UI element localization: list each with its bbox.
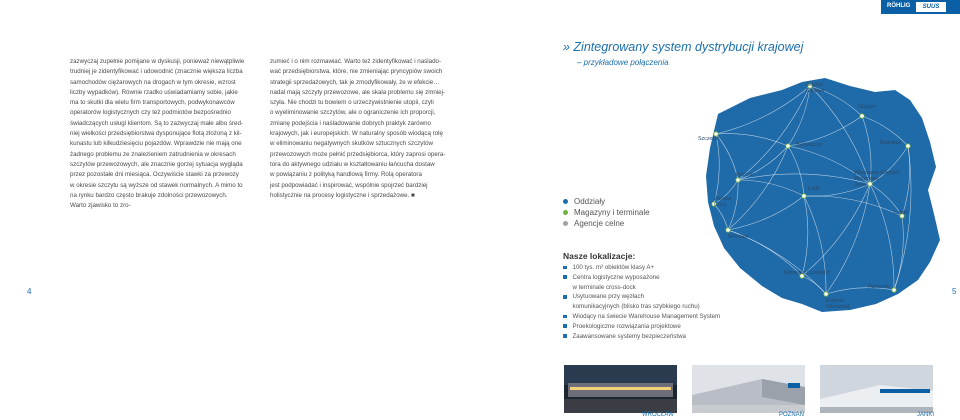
city-node-icon [802,194,806,198]
text-line: żadnego problemu ze znalezieniem zatrudnienia w okresach [70,150,236,158]
page-number-left: 4 [27,287,32,296]
photo-caption-wroclaw: WROCŁAW [642,412,674,418]
text-line: nadal mają szczyty przewozowe, ale skala problemu się zmniej- [270,88,446,96]
legend-label: Oddziały [574,197,606,206]
city-node-icon [824,292,828,296]
location-item [563,283,720,293]
location-item-text: Wiodący na świecie Warehouse Management System [572,312,721,320]
city-label: Zielona Góra [714,196,732,208]
text-line: o wyeliminowanie szczytów, ale o ograniczenie ich proporcji, [270,109,436,117]
text-line: świadczących usługi klientom. Są to zazwyczaj małe albo śred- [70,119,243,127]
text-line: szyła. Nie chodzi tu bowiem o urzeczywistnienie utopii, czyli [270,99,434,107]
brand-rohlig-logo: RÖHLIG [887,3,911,9]
city-label: Wrocław [728,234,749,240]
text-line: trudniej je zidentyfikować i udowodnić (znacznie większa liczba [70,68,243,76]
text-line: jest podpowiadać i inspirować, wspólnie spojrzeć bardziej [270,181,428,189]
city-label: Białystok [880,140,902,146]
bullet-square-icon [563,295,567,299]
photo-caption-janki: JANKI [917,412,935,418]
city-label: Warszawa (Okęcie) Warszawa Janki [854,170,901,188]
text-line: w eliminowaniu negatywnych skutków sztucznych szczytów [270,140,434,148]
location-item [563,273,720,283]
city-label: Rzeszów [868,284,890,290]
text-line: operatorów logistycznych czy też podmiotów bezpośrednio [70,109,231,117]
location-item-text: komunikacyjnych (blisko tras szybkiego ruchu) [572,303,700,311]
location-item-text: 100 tys. m² obiektów klasy A+ [572,264,655,271]
city-label: Kraków (Skawina) [826,298,850,310]
text-line: tora do aktywnego udziału w kształtowaniu łańcucha dostaw [270,160,435,168]
location-item-text: Centra logistyczne wyposażone [572,273,660,281]
text-line: w okresie szczytu są wyższe od stawek normalnych. A mimo to [70,181,243,189]
text-line: liczby wypadków). Równie rzadko uświadamiamy sobie, jakie [70,88,238,96]
text-line: kunastu lub kilkudziesięciu pojazdów. Wprawdzie nie mają one [70,140,242,148]
location-item [563,322,720,332]
photo-janki [820,365,933,413]
text-line: przez pozostałe dni miesiąca. Oczywiście stawki za przewozy [70,171,239,179]
legend-label: Magazyny i terminale [574,208,650,217]
city-label: Olsztyn [858,104,876,110]
text-line: wać przedsiębiorstwa, które, nie zmieniając pryncypiów swoich [270,68,443,76]
text-line: samochodów ciężarowych na drogach w tym okresie, wzrost [70,78,236,86]
city-label: Łódź [808,186,820,192]
bullet-square-icon [563,315,567,319]
city-node-icon [786,144,790,148]
city-node-icon [892,288,896,292]
location-item [563,263,720,273]
locations-list [563,263,720,341]
photo-poznan [692,365,805,413]
location-item [563,292,720,302]
legend-label: Agencje celne [574,219,625,228]
location-item [563,312,720,322]
brand-suus-logo: SUUS [916,2,946,12]
bullet-square-icon [563,324,567,328]
customs-dot-icon [563,221,568,226]
section-heading: » Zintegrowany system dystrybucji krajowej [563,40,804,54]
location-item-text: Zaawansowane systemy bezpieczeństwa [572,332,686,340]
text-line: strategii sprzedażowych, tak je zmodyfikowały, że w efekcie… [270,78,440,86]
city-node-icon [860,114,864,118]
city-label: Katowice (Czeladź) [784,270,830,276]
poland-map-shape [706,78,940,312]
text-line: niej wielkości przedsiębiorstwa dysponujące flotą złożoną z kil- [70,130,242,138]
location-item [563,332,720,342]
text-line: zmianę podejścia i naśladowanie dobrych praktyk zarówno [270,119,431,127]
text-line: na rynku bardzo często brakuje zdolności przewozowych. [70,191,228,199]
text-line: krajowych, jak i europejskich. W naturalny sposób wiodącą rolę [270,130,443,138]
text-line: szczytów przewozowych, ale znacznie gorzej sytuacja wygląda [70,160,243,168]
bullet-square-icon [563,275,567,279]
text-line: ma to skutki dla wielu firm transportowych, podwykonawców [70,99,235,107]
photo-wroclaw [564,365,677,413]
text-line: zumieć i o nim rozmawiać. Warto też zidentyfikować i naślado- [270,58,442,65]
text-line: w powiązaniu z polityką handlową firmy. Rolą operatora [270,171,422,179]
city-label: Szczecin [698,136,720,142]
locations-title: Nasze lokalizacje: [563,251,636,261]
location-item-text: w terminale cross-dock [572,283,636,291]
article-column-middle [270,57,445,201]
city-label: Poznań [736,172,754,178]
section-subheading: – przykładowe połączenia [577,58,669,67]
text-line: przewozowych może pełnić przedsiębiorca, który zaprosi opera- [270,150,446,158]
article-column-left [70,57,244,211]
photo-caption-poznan: POZNAŃ [779,412,805,418]
warehouse-dot-icon [563,210,568,215]
page-number-right: 5 [952,287,957,296]
city-label: Lublin [894,210,909,216]
text-line: Warto zjawisko to zro- [70,202,131,210]
city-node-icon [736,178,740,182]
location-item-text: Usytuowane przy węzłach [572,293,645,301]
city-node-icon [906,144,910,148]
legend-item-warehouses [563,208,650,217]
location-item [563,302,720,312]
branch-dot-icon [563,199,568,204]
city-label: Bydgoszcz [796,142,822,148]
text-line: holistycznie na procesy logistyczne i sprzedażowe. ■ [270,191,415,199]
legend-item-customs [563,219,624,228]
city-label: Gdynia Gdańsk [806,82,825,94]
location-item-text: Proekologiczne rozwiązania projektowe [572,322,681,330]
bullet-square-icon [563,334,567,338]
bullet-square-icon [563,266,567,270]
text-line: zazwyczaj zupełnie pomijane w dyskusji, ponieważ niewątpliwie [70,58,245,65]
legend-item-branches [563,197,605,206]
city-node-icon [726,228,730,232]
